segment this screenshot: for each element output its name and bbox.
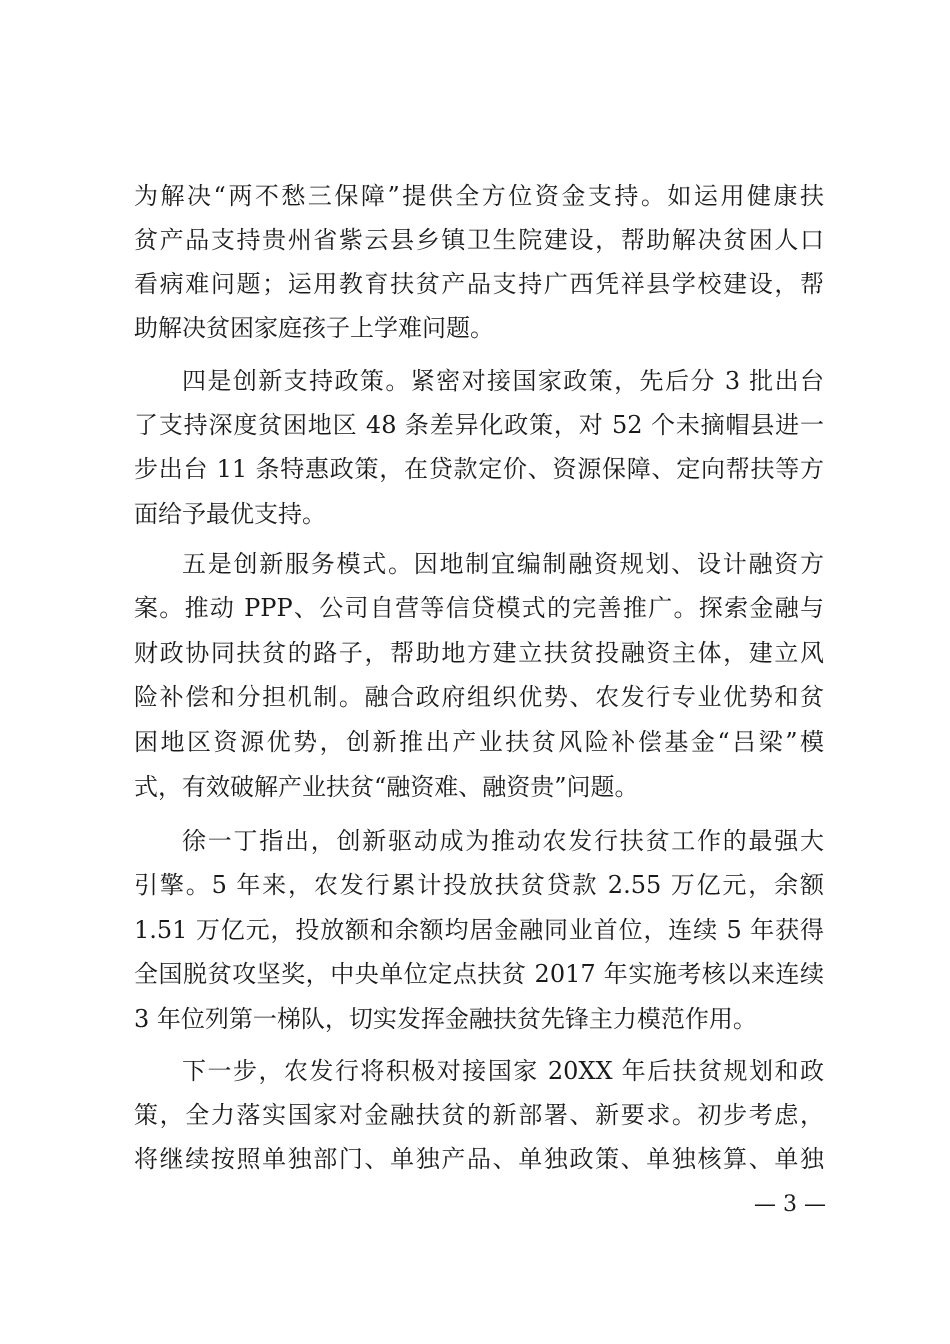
page-number: — 3 — — [754, 1192, 826, 1217]
text-line: 了支持深度贫困地区 48 条差异化政策，对 52 个未摘帽县进一 — [134, 411, 824, 439]
text-line: 1.51 万亿元，投放额和余额均居金融同业首位，连续 5 年获得 — [134, 916, 824, 944]
text-line: 看病难问题；运用教育扶贫产品支持广西凭祥县学校建设，帮 — [134, 270, 824, 298]
text-line: 财政协同扶贫的路子，帮助地方建立扶贫投融资主体，建立风 — [134, 639, 824, 667]
text-line: 困地区资源优势，创新推出产业扶贫风险补偿基金“吕梁”模 — [134, 728, 824, 756]
text-line: 贫产品支持贵州省紫云县乡镇卫生院建设，帮助解决贫困人口 — [134, 226, 824, 254]
text-line: 引擎。5 年来，农发行累计投放扶贫贷款 2.55 万亿元，余额 — [134, 871, 824, 899]
text-line: 3 年位列第一梯队，切实发挥金融扶贫先锋主力模范作用。 — [134, 1005, 757, 1033]
paragraph-first-line: 五是创新服务模式。因地制宜编制融资规划、设计融资方 — [182, 550, 824, 578]
text-line: 助解决贫困家庭孩子上学难问题。 — [134, 314, 494, 342]
text-line: 策，全力落实国家对金融扶贫的新部署、新要求。初步考虑， — [134, 1101, 824, 1129]
paragraph-first-line: 徐一丁指出，创新驱动成为推动农发行扶贫工作的最强大 — [182, 827, 824, 855]
text-line: 全国脱贫攻坚奖，中央单位定点扶贫 2017 年实施考核以来连续 — [134, 960, 824, 988]
text-line: 步出台 11 条特惠政策，在贷款定价、资源保障、定向帮扶等方 — [134, 455, 824, 483]
paragraph-first-line: 四是创新支持政策。紧密对接国家政策，先后分 3 批出台 — [182, 367, 824, 395]
paragraph-first-line: 下一步，农发行将积极对接国家 20XX 年后扶贫规划和政 — [182, 1057, 824, 1085]
text-line: 面给予最优支持。 — [134, 500, 326, 528]
text-line: 将继续按照单独部门、单独产品、单独政策、单独核算、单独 — [134, 1145, 824, 1173]
text-line: 案。推动 PPP、公司自营等信贷模式的完善推广。探索金融与 — [134, 594, 824, 622]
text-line: 为解决“两不愁三保障”提供全方位资金支持。如运用健康扶 — [134, 182, 824, 210]
text-line: 式，有效破解产业扶贫“融资难、融资贵”问题。 — [134, 773, 639, 801]
text-line: 险补偿和分担机制。融合政府组织优势、农发行专业优势和贫 — [134, 683, 824, 711]
